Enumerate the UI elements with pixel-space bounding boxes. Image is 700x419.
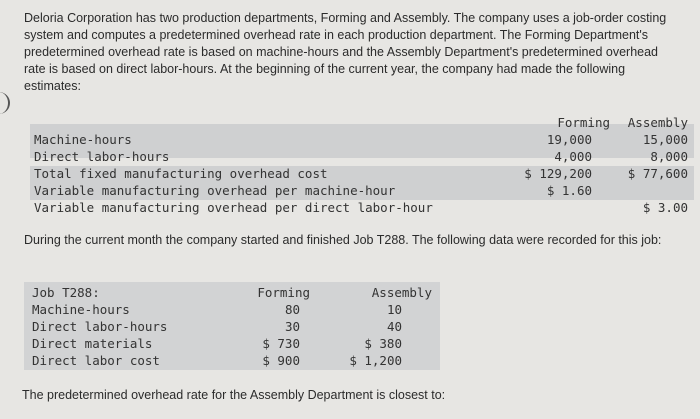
header-forming: Forming <box>257 285 310 300</box>
assembly-value: 40 <box>386 319 402 334</box>
intro-paragraph: Deloria Corporation has two production departments, Forming and Assembly. The company uses a job-order costing system and computes a predetermined overhead rate in each production department. The Forming Department's predetermined overhead rate is based on machine-hours and the Assembly Department's predetermined overhead rate is based on direct labor-hours. At the beginning of the current year, the company had made the following estimates: <box>24 11 667 93</box>
row-label: Machine-hours <box>34 132 132 147</box>
header-forming: Forming <box>557 115 610 130</box>
forming-value: 80 <box>284 302 300 317</box>
job-title: Job T288: <box>32 285 100 300</box>
row-label: Direct materials <box>32 336 153 351</box>
forming-value: 4,000 <box>554 149 592 164</box>
forming-value: $ 730 <box>262 336 300 351</box>
forming-value: 30 <box>284 319 300 334</box>
forming-value: $ 900 <box>262 353 300 368</box>
assembly-value: $ 380 <box>364 336 402 351</box>
forming-value: $ 129,200 <box>524 166 592 181</box>
assembly-value: $ 1,200 <box>349 353 402 368</box>
assembly-value: $ 3.00 <box>642 200 688 215</box>
estimates-table <box>30 114 694 218</box>
forming-value: 19,000 <box>546 132 592 147</box>
forming-value: $ 1.60 <box>546 183 592 198</box>
assembly-value: 8,000 <box>650 149 688 164</box>
assembly-value: 15,000 <box>642 132 688 147</box>
header-assembly: Assembly <box>627 115 688 130</box>
assembly-value: 10 <box>386 302 402 317</box>
question-text: The predetermined overhead rate for the Assembly Department is closest to: <box>22 388 446 402</box>
row-label: Direct labor-hours <box>34 149 170 164</box>
row-label: Variable manufacturing overhead per machine-hour <box>34 183 396 198</box>
row-label: Direct labor cost <box>32 353 160 368</box>
page-edge-mark <box>0 92 10 114</box>
row-label: Direct labor-hours <box>32 319 168 334</box>
row-label: Variable manufacturing overhead per direct labor-hour <box>34 200 433 215</box>
row-label: Machine-hours <box>32 302 130 317</box>
row-label: Total fixed manufacturing overhead cost <box>34 166 328 181</box>
header-assembly: Assembly <box>371 285 432 300</box>
job-table <box>24 282 440 370</box>
assembly-value: $ 77,600 <box>627 166 688 181</box>
job-paragraph: During the current month the company started and finished Job T288. The following data were recorded for this job: <box>24 233 662 247</box>
